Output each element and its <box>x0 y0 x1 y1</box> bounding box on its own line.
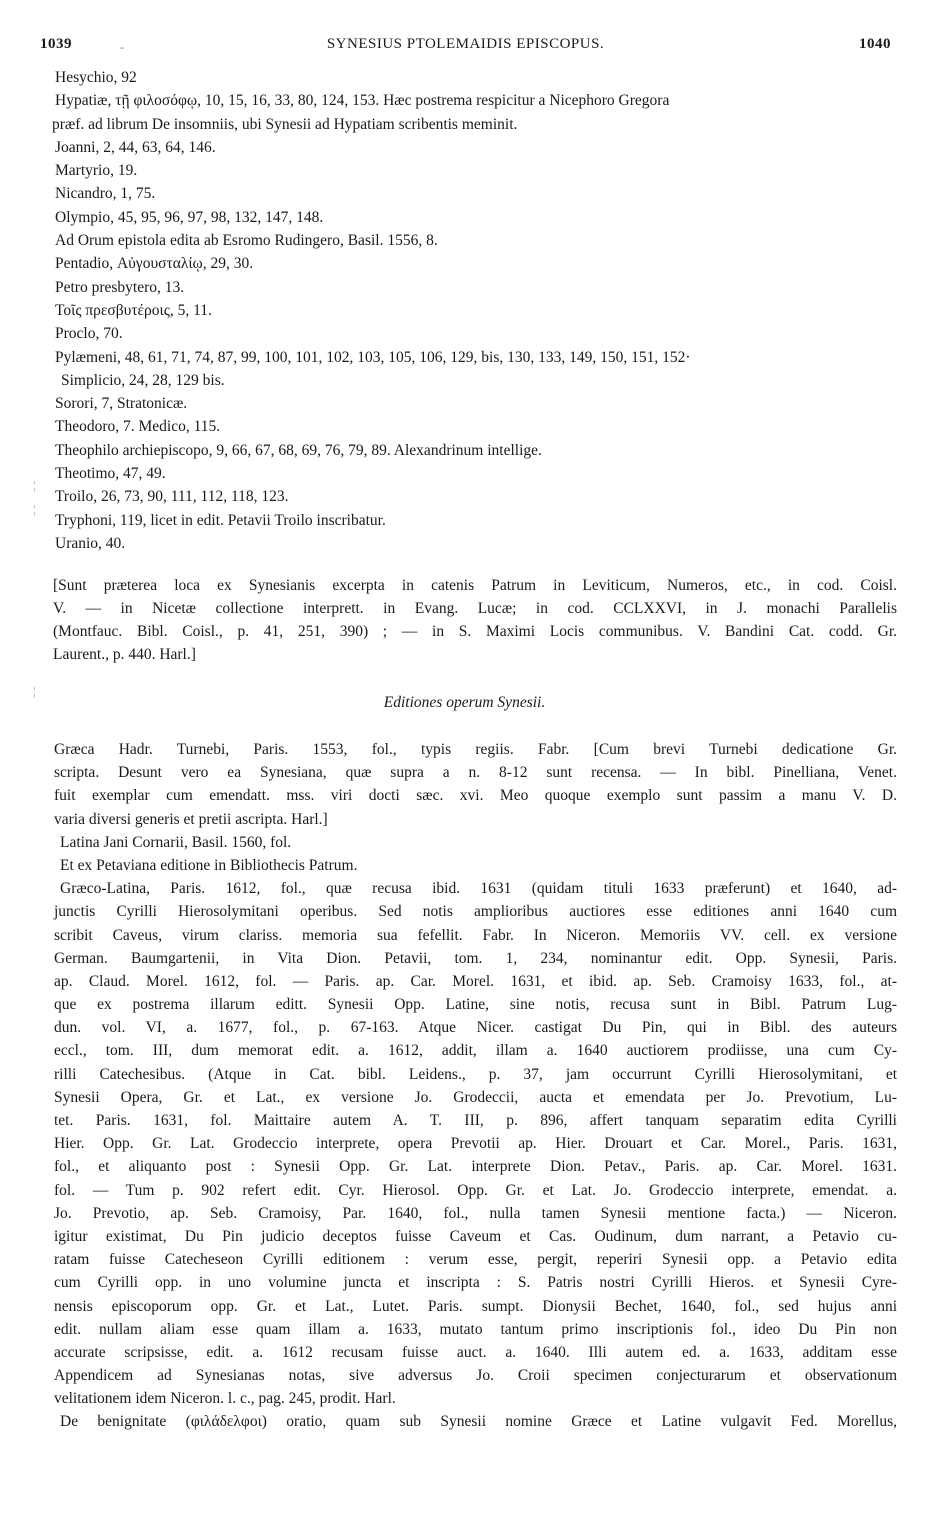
body-line: junctis Cyrilli Hierosolymitani operibus. Sed notis amplioribus auctiores esse editiones anni 1640 cum <box>54 903 897 921</box>
index-line: Pentadio, Αὐγουσταλίῳ, 29, 30. <box>55 255 254 273</box>
index-line: Troilo, 26, 73, 90, 111, 112, 118, 123. <box>55 488 289 506</box>
index-line: Theophilo archiepiscopo, 9, 66, 67, 68, 69, 76, 79, 89. Alexandrinum intellige. <box>55 441 542 459</box>
margin-mark: ¦ <box>33 478 36 492</box>
section-heading: Editiones operum Synesii. <box>383 694 546 711</box>
index-line: Hesychio, 92 <box>55 69 137 86</box>
body-line: igitur existimat, Du Pin judicio deceptos fuisse Caveum et Cas. Oudinum, dum narrant, a Petavio cu- <box>54 1227 897 1245</box>
index-line: Petro presbytero, 13. <box>55 278 185 296</box>
body-line: nensis episcoporum opp. Gr. et Lat., Lutet. Paris. sumpt. Dionysii Bechet, 1640, fol., sed hujus anni <box>54 1297 897 1315</box>
body-line: scripta. Desunt vero ea Synesiana, quæ supra a n. 8-12 sunt recensa. — In bibl. Pinelliana, Venet. <box>54 764 897 782</box>
body-line: accurate scripsisse, edit. a. 1612 recusam fuisse auct. a. 1640. Illi autem ed. a. 1633, additam esse <box>54 1343 897 1361</box>
body-line: ap. Claud. Morel. 1612, fol. — Paris. ap. Car. Morel. 1631, et ibid. ap. Seb. Cramoisy 1633, fol., at- <box>54 972 897 990</box>
index-line: Martyrio, 19. <box>55 162 138 180</box>
note-line: (Montfauc. Bibl. Coisl., p. 41, 251, 390) ; — in S. Maximi Locis communibus. V. Bandini Cat. codd. Gr. <box>53 623 897 640</box>
body-line: German. Baumgartenii, in Vita Dion. Petavii, tom. 1, 234, nominantur edit. Opp. Synesii, Paris. <box>54 949 897 967</box>
index-line: Joanni, 2, 44, 63, 64, 146. <box>55 138 216 156</box>
body-line: fol. — Tum p. 902 refert edit. Cyr. Hierosol. Opp. Gr. et Lat. Jo. Grodeccio interprete, emendat. a. <box>54 1181 897 1199</box>
body-line: cum Cyrilli opp. in uno volumine juncta et inscripta : S. Patris nostri Cyrilli Hieros. et Synesii Cyre- <box>54 1274 897 1292</box>
margin-mark: ¦ <box>33 684 36 698</box>
index-line: Proclo, 70. <box>55 325 123 343</box>
body-line: Jo. Prevotio, ap. Seb. Cramoisy, Par. 1640, fol., nulla tamen Synesii mentione facta.) — Niceron. <box>54 1204 897 1222</box>
body-line: Latina Jani Cornarii, Basil. 1560, fol. <box>60 833 292 851</box>
index-line: Hypatiæ, τῇ φιλοσόφῳ, 10, 15, 16, 33, 80, 124, 153. Hæc postrema respicitur a Nicephoro Gregora <box>55 92 670 110</box>
body-line: Græco-Latina, Paris. 1612, fol., quæ recusa ibid. 1631 (quidam tituli 1633 præferunt) et 1640, ad- <box>60 880 897 898</box>
body-line: velitationem idem Niceron. l. c., pag. 245, prodit. Harl. <box>54 1390 396 1408</box>
editions-body <box>54 738 897 1434</box>
index-line: Nicandro, 1, 75. <box>55 185 156 203</box>
body-line: fuit exemplar cum emendatt. mss. viri docti sæc. xvi. Meo quoque exemplo sunt passim a manu V. D. <box>54 787 897 805</box>
index-line: Sorori, 7, Stratonicæ. <box>55 395 188 413</box>
body-line: que ex postrema illarum editt. Synesii Opp. Latine, sine notis, recusa sunt in Bibl. Patrum Lug- <box>54 996 897 1014</box>
index-line: Uranio, 40. <box>55 534 126 552</box>
note-line: Laurent., p. 440. Harl.] <box>53 646 196 663</box>
body-line: De benignitate (φιλάδελφοι) oratio, quam sub Synesii nomine Græce et Latine vulgavit Fed. Morellus, <box>60 1413 897 1431</box>
body-line: scribit Caveus, virum clariss. memoria sua fefellit. Fabr. In Niceron. Memoriis VV. cell. ex versione <box>54 926 897 944</box>
header-dot-mark: - <box>120 40 124 54</box>
index-line: Theodoro, 7. Medico, 115. <box>55 418 221 436</box>
body-line: dun. vol. VI, a. 1677, fol., p. 67-163. Atque Nicer. castigat Du Pin, qui in Bibl. des auteurs <box>54 1019 897 1037</box>
running-title: SYNESIUS PTOLEMAIDIS EPISCOPUS. <box>326 36 605 52</box>
body-line: Synesii Opera, Gr. et Lat., ex versione Jo. Grodeccii, aucta et emendata per Jo. Prevotium, Lu- <box>54 1088 897 1106</box>
body-line: eccl., tom. III, dum memorat edit. a. 1612, addit, illam a. 1640 auctiorem prodiisse, una cum Cy- <box>54 1042 897 1060</box>
page-number-right: 1040 <box>859 36 891 52</box>
body-line: rilli Catechesibus. (Atque in Cat. bibl. Leidens., p. 37, jam occurrunt Cyrilli Hierosolymitani, et <box>54 1065 897 1083</box>
body-line: fol., et aliquanto post : Synesii Opp. Gr. Lat. interprete Dion. Petav., Paris. ap. Car. Morel. 1631. <box>54 1158 897 1176</box>
note-line: V. — in Nicetæ collectione interprett. in Evang. Lucæ; in cod. CCLXXVI, in J. monachi Parallelis <box>53 600 897 617</box>
body-line: ratam fuisse Catecheseon Cyrilli editionem : verum esse, pergit, reperiri Synesii opp. a Petavio edita <box>54 1251 897 1269</box>
index-line: Pylæmeni, 48, 61, 71, 74, 87, 99, 100, 101, 102, 103, 105, 106, 129, bis, 130, 133, 149, 150, 151, 152· <box>55 348 691 366</box>
index-line: Tryphoni, 119, licet in edit. Petavii Troilo inscribatur. <box>55 511 386 529</box>
body-line: Appendicem ad Synesianas notas, sive adversus Jo. Croii specimen conjecturarum et observationum <box>54 1367 897 1385</box>
page-header <box>40 36 891 58</box>
index-line: præf. ad librum De insomniis, ubi Synesii ad Hypatiam scribentis meminit. <box>52 115 518 133</box>
body-line: tet. Paris. 1631, fol. Maittaire autem A. T. III, p. 896, affert tanquam separatim edita Cyrilli <box>54 1112 897 1129</box>
index-line: Theotimo, 47, 49. <box>55 465 166 483</box>
page-number-left: 1039 <box>40 36 72 52</box>
index-line: Τοῖς πρεσβυτέροις, 5, 11. <box>55 301 212 319</box>
body-line: edit. nullam aliam esse quam illam a. 1633, mutato tantum primo inscriptionis fol., ideo Du Pin non <box>54 1320 897 1338</box>
body-line: varia diversi generis et pretii ascripta. Harl.] <box>54 810 328 828</box>
body-line: Et ex Petaviana editione in Bibliothecis Patrum. <box>60 856 358 874</box>
index-line: Simplicio, 24, 28, 129 bis. <box>61 371 225 389</box>
body-line: Græca Hadr. Turnebi, Paris. 1553, fol., typis regiis. Fabr. [Cum brevi Turnebi dedicatione Gr. <box>54 741 897 758</box>
index-line: Ad Orum epistola edita ab Esromo Rudingero, Basil. 1556, 8. <box>55 232 438 250</box>
index-line: Olympio, 45, 95, 96, 97, 98, 132, 147, 148. <box>55 208 324 226</box>
body-line: Hier. Opp. Gr. Lat. Grodeccio interprete, opera Prevotii ap. Hier. Drouart et Car. Morel., Paris. 1631, <box>54 1135 897 1153</box>
epistle-index <box>52 66 899 555</box>
editorial-note <box>53 574 897 666</box>
note-line: [Sunt præterea loca ex Synesianis excerpta in catenis Patrum in Leviticum, Numeros, etc., in cod. Coisl. <box>53 577 897 594</box>
margin-mark: ¦ <box>33 502 36 516</box>
